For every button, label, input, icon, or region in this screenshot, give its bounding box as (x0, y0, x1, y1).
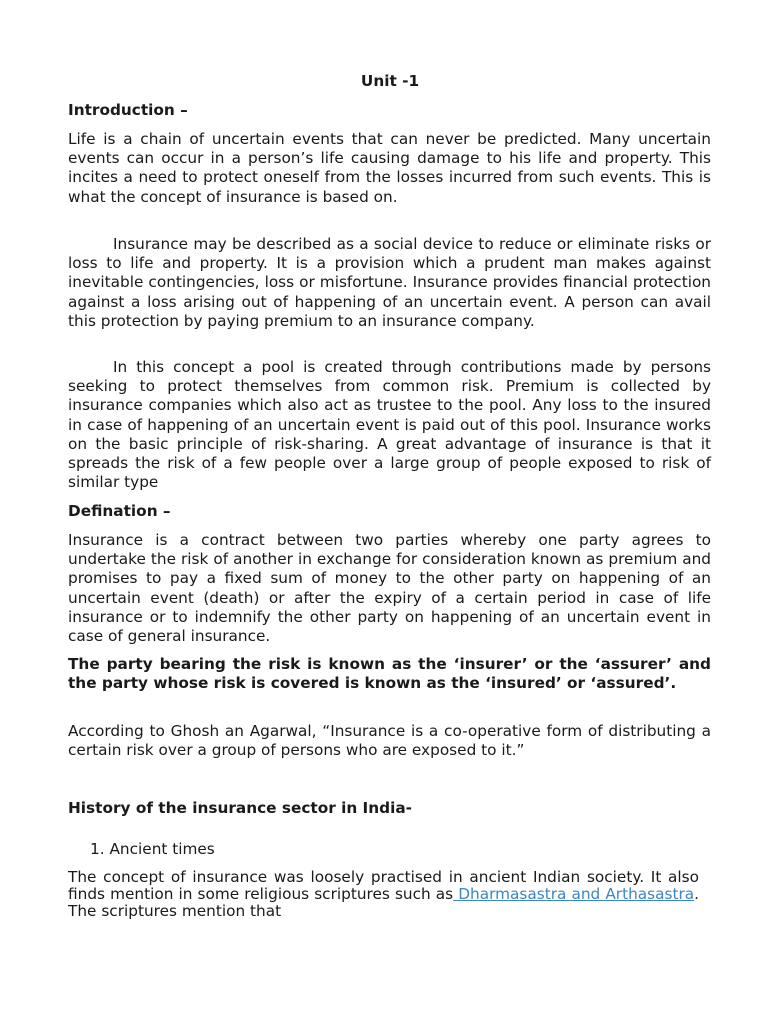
history-heading: History of the insurance sector in India- (68, 799, 413, 817)
definition-quote: According to Ghosh an Agarwal, “Insurance is a co-operative form of distributing a certain risk over a group of persons who are exposed to it.” (68, 722, 711, 760)
intro-paragraph-2: Insurance may be described as a social device to reduce or eliminate risks or loss to life and property. It is a provision which a prudent man makes against inevitable contingencies, loss or misfortune. Insurance provides financial protection against a loss arising out of happening of an uncertain event. A person can avail this protection by paying premium to an insurance company. (68, 235, 711, 330)
introduction-heading: Introduction – (68, 101, 188, 119)
page-title: Unit -1 (360, 72, 420, 90)
dharmasastra-arthasastra-link[interactable]: Dharmasastra and Arthasastra (453, 885, 695, 903)
definition-heading: Defination – (68, 502, 171, 520)
definition-paragraph: Insurance is a contract between two parties whereby one party agrees to undertake the risk of another in exchange for consideration known as premium and promises to pay a fixed sum of money to the other party on happening of an uncertain event (death) or after the expiry of a certain period in case of life insurance or to indemnify the other party on happening of an uncertain event in case of general insurance. (68, 531, 711, 646)
ancient-times-paragraph: The concept of insurance was loosely practised in ancient Indian society. It also finds mention in some religious scriptures such as Dharmasastra and Arthasastra. The scriptures mention that (68, 868, 699, 920)
intro-paragraph-3: In this concept a pool is created through contributions made by persons seeking to protect themselves from common risk. Premium is collected by insurance companies which also act as trustee to the pool. Any loss to the insured in case of happening of an uncertain event is paid out of this pool. Insurance works on the basic principle of risk-sharing. A great advantage of insurance is that it spreads the risk of a few people over a large group of people exposed to risk of similar type (68, 358, 711, 492)
intro-paragraph-1: Life is a chain of uncertain events that can never be predicted. Many uncertain events can occur in a person’s life causing damage to his life and property. This incites a need to protect oneself from the losses incurred from such events. This is what the concept of insurance is based on. (68, 130, 711, 206)
list-item-ancient-times: 1. Ancient times (90, 840, 215, 858)
definition-bold-paragraph: The party bearing the risk is known as the ‘insurer’ or the ‘assurer’ and the party whose risk is covered is known as the ‘insured’ or ‘assured’. (68, 655, 711, 693)
